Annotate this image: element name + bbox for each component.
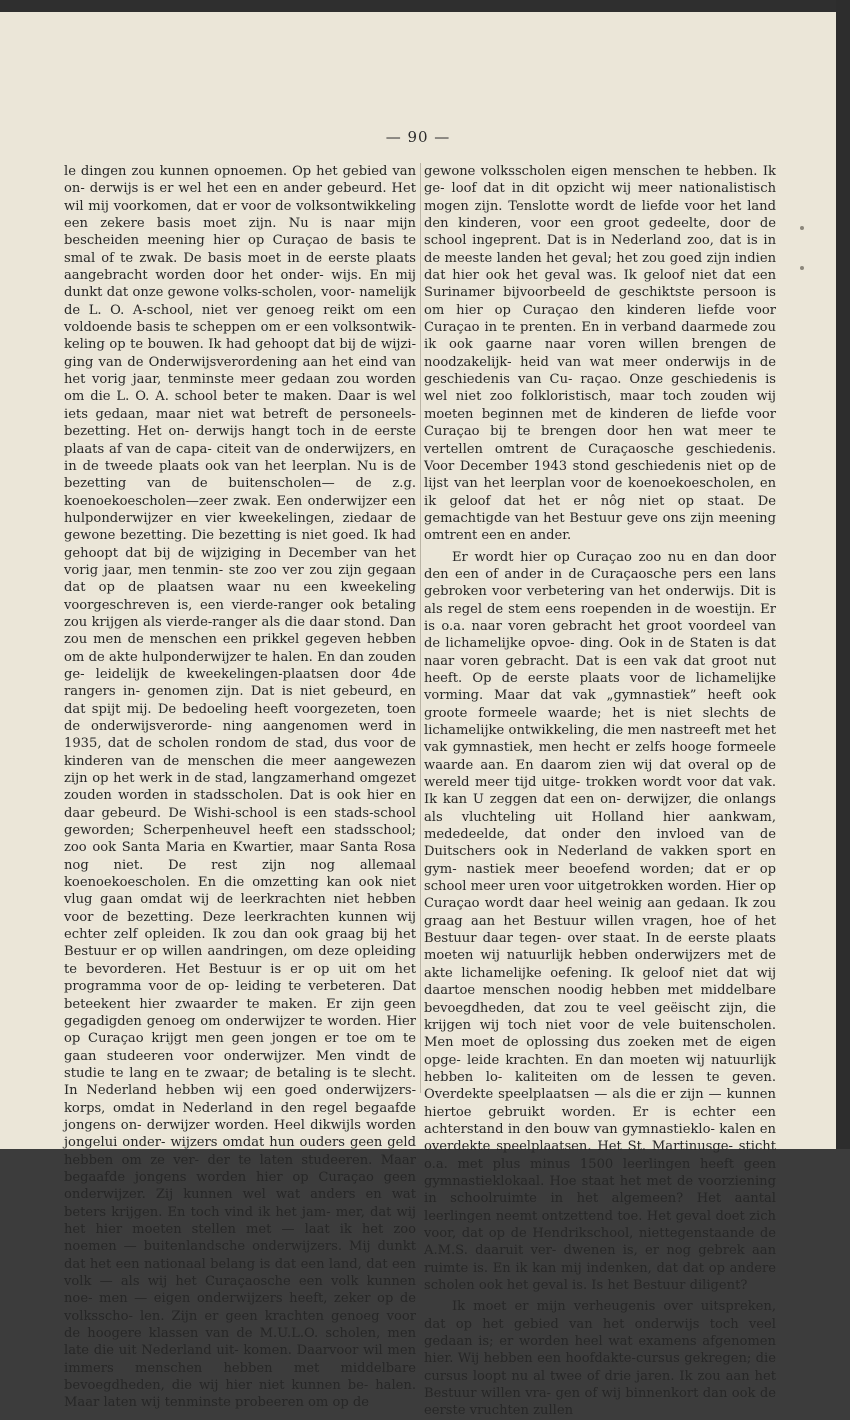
right-column xyxy=(424,163,776,1420)
page-number: — 90 — xyxy=(385,128,451,146)
speck-mark xyxy=(800,266,804,270)
column-divider xyxy=(420,163,421,1093)
scan-edge-right xyxy=(836,0,850,1149)
left-column xyxy=(64,163,416,1412)
paragraph: Ik moet er mijn verheugenis over uitspreken, dat op het gebied van het onderwijs toch veel gedaan is; er worden heel wat examens afgenomen hier. Wij hebben een hoofdakte-cursus gekregen; die cursus loopt nu al twee of drie jaren. Ik zou aan het Bestuur willen vra- gen of wij binnenkort dan ook de eerste vruchten zullen xyxy=(424,1299,776,1419)
paragraph: le dingen zou kunnen opnoemen. Op het gebied van on- derwijs is er wel het een en ander gebeurd. Het wil mij voorkomen, dat er voor de volksontwikkeling een zekere basis moet zijn. Nu is naar mijn bescheiden meening hier op Curaçao de basis te smal of te zwak. De basis moet in de eerste plaats aangebracht worden door het onder- wijs. En mij dunkt dat onze gewone volks-scholen, voor- namelijk de L. O. A-school, niet ver genoeg reikt om een voldoende basis te scheppen om er een volksontwik- keling op te bouwen. Ik had gehoopt dat bij de wijzi- ging van de Onderwijsverordening aan het eind van het vorig jaar, tenminste meer gedaan zou worden om die L. O. A. school beter te maken. Daar is wel iets gedaan, maar niet wat betreft de personeels-bezetting. Het on- derwijs hangt toch in de eerste plaats af van de capa- citeit van de onderwijzers, en in de tweede plaats ook van het leerplan. Nu is de bezetting van de buitenscholen— de z.g. koenoekoescholen—zeer zwak. Een onderwijzer een hulponderwijzer en vier kweekelingen, ziedaar de gewone bezetting. Die bezetting is niet goed. Ik had gehoopt dat bij de wijziging in December van het vorig jaar, men tenmin- ste zoo ver zou zijn gegaan dat op de plaatsen waar nu een kweekeling voorgeschreven is, een vierde-ranger ook betaling zou krijgen als vierde-ranger als die daar stond. Dan zou men de menschen een prikkel gegeven hebben om de akte hulponderwijzer te halen. En dan zouden ge- leidelijk de kweekelingen-plaatsen door 4de rangers in- genomen zijn. Dat is niet gebeurd, en dat spijt mij. De bedoeling heeft voorgezeten, toen de onderwijsverorde- ning aangenomen werd in 1935, dat de scholen rondom de stad, dus voor de kinderen van de menschen die meer aangewezen zijn op het werk in de stad, langzamerhand omgezet zouden worden in stadsscholen. Dat is ook hier en daar gebeurd. De Wishi-school is een stads-school geworden; Scherpenheuvel heeft een stadsschool; zoo ook Santa Maria en Kwartier, maar Santa Rosa nog niet. De rest zijn nog allemaal koenoekoescholen. En die omzetting kan ook niet vlug gaan omdat wij de leerkrachten niet hebben voor de bezetting. Deze leerkrachten kunnen wij echter zelf opleiden. Ik zou dan ook graag bij het Bestuur er op willen aandringen, om deze opleiding te bevorderen. Het Bestuur is er op uit om het programma voor de op- leiding te verbeteren. Dat beteekent hier zwaarder te maken. Er zijn geen gegadigden genoeg om onderwijzer te worden. Hier op Curaçao krijgt men geen jongen er toe om te gaan studeeren voor onderwijzer. Men vindt de studie te lang en te zwaar; de betaling is te slecht. In Nederland hebben wij een goed onderwijzers-korps, omdat in Nederland in den regel begaafde jongens on- derwijzer worden. Heel dikwijls worden jongelui onder- wijzers omdat hun ouders geen geld hebben om ze ver- der te laten studeeren. Maar begaafde jongens worden hier op Curaçao geen onderwijzer. Zij kunnen wel wat anders en wat beters krijgen. En toch vind ik het jam- mer, dat wij het hier moeten stellen met — laat ik het zoo noemen — buitenlandsche onderwijzers. Mij dunkt dat het een nationaal belang is dat een land, dat een volk — als wij het Curaçaosche een volk kunnen noe- men — eigen onderwijzers heeft, zeker op de volksscho- len. Zijn er geen krachten genoeg voor de hoogere klassen van de M.U.L.O. scholen, men late die uit Nederland uit- komen. Daarvoor wil men immers menschen hebben met middelbare bevoegdheden, die wij hier niet kunnen be- halen. Maar laten wij tenminste probeeren om op de xyxy=(64,164,416,1411)
paragraph: Er wordt hier op Curaçao zoo nu en dan door den een of ander in de Curaçaosche pers een lans gebroken voor verbetering van het onderwijs. Dit is als regel de stem eens roependen in de woestijn. Er is o.a. naar voren gebracht het groot voordeel van de lichamelijke opvoe- ding. Ook in de Staten is dat naar voren gebracht. Dat is een vak dat groot nut heeft. Op de eerste plaats voor de lichamelijke vorming. Maar dat vak „gymnastiek” heeft ook groote formeele waarde; het is niet slechts de lichamelijke ontwikkeling, die men nastreeft met het vak gymnastiek, men hecht er zelfs hooge formeele waarde aan. En daarom zien wij dat overal op de wereld meer tijd uitge- trokken wordt voor dat vak. Ik kan U zeggen dat een on- derwijzer, die onlangs als vluchteling uit Holland hier aankwam, mededeelde, dat onder den invloed van de Duitschers ook in Nederland de vakken sport en gym- nastiek meer beoefend worden; dat er op school meer uren voor uitgetrokken worden. Hier op Curaçao wordt daar heel weinig aan gedaan. Ik zou graag aan het Bestuur willen vragen, hoe of het Bestuur daar tegen- over staat. In de eerste plaats moeten wij natuurlijk hebben onderwijzers met de akte lichamelijke oefening. Ik geloof niet dat wij daartoe menschen noodig hebben met middelbare bevoegdheden, dat zou te veel geëischt zijn, die krijgen wij toch niet voor de vele buitenscholen. Men moet de oplossing dus zoeken met de eigen opge- leide krachten. En dan moeten wij natuurlijk hebben lo- kaliteiten om de lessen te geven. Overdekte speelplaatsen — als die er zijn — kunnen hiertoe gebruikt worden. Er is echter een achterstand in den bouw van gymnastieklo- kalen en overdekte speelplaatsen. Het St. Martinusge- sticht o.a. met plus minus 1500 leerlingen heeft geen gymnastieklokaal. Hoe staat het met de voorziening in schoolruimte in het algemeen? Het aantal leerlingen neemt ontzettend toe. Het geval doet zich voor, dat op de Hendrikschool, niettegenstaande de A.M.S. daaruit ver- dwenen is, er nog gebrek aan ruimte is. En ik kan mij indenken, dat dat op andere scholen ook het geval is. Is het Bestuur diligent? xyxy=(424,549,776,1293)
paragraph: gewone volksscholen eigen menschen te hebben. Ik ge- loof dat in dit opzicht wij meer nationalistisch mogen zijn. Tenslotte wordt de liefde voor het land den kinderen, voor een groot gedeelte, door de school ingeprent. Dat is in Nederland zoo, dat is in de meeste landen het geval; het zou goed zijn indien dat hier ook het geval was. Ik geloof niet dat een Surinamer bijvoorbeeld de geschiktste persoon is om hier op Curaçao den kinderen liefde voor Curaçao in te prenten. En in verband daarmede zou ik ook gaarne naar voren willen brengen de noodzakelijk- heid van wat meer onderwijs in de geschiedenis van Cu- raçao. Onze geschiedenis is wel niet zoo folkloristisch, maar toch zouden wij moeten beginnen met de kinderen de liefde voor Curaçao bij te brengen door hen wat meer te vertellen omtrent de Curaçaosche geschiedenis. Voor December 1943 stond geschiedenis niet op de lijst van het leerplan voor de koenoekoescholen, en ik geloof dat het er nôg niet op staat. De gemachtigde van het Bestuur geve ons zijn meening omtrent een en ander. xyxy=(424,164,776,544)
speck-mark xyxy=(800,226,804,230)
scan-edge-top xyxy=(0,0,850,12)
